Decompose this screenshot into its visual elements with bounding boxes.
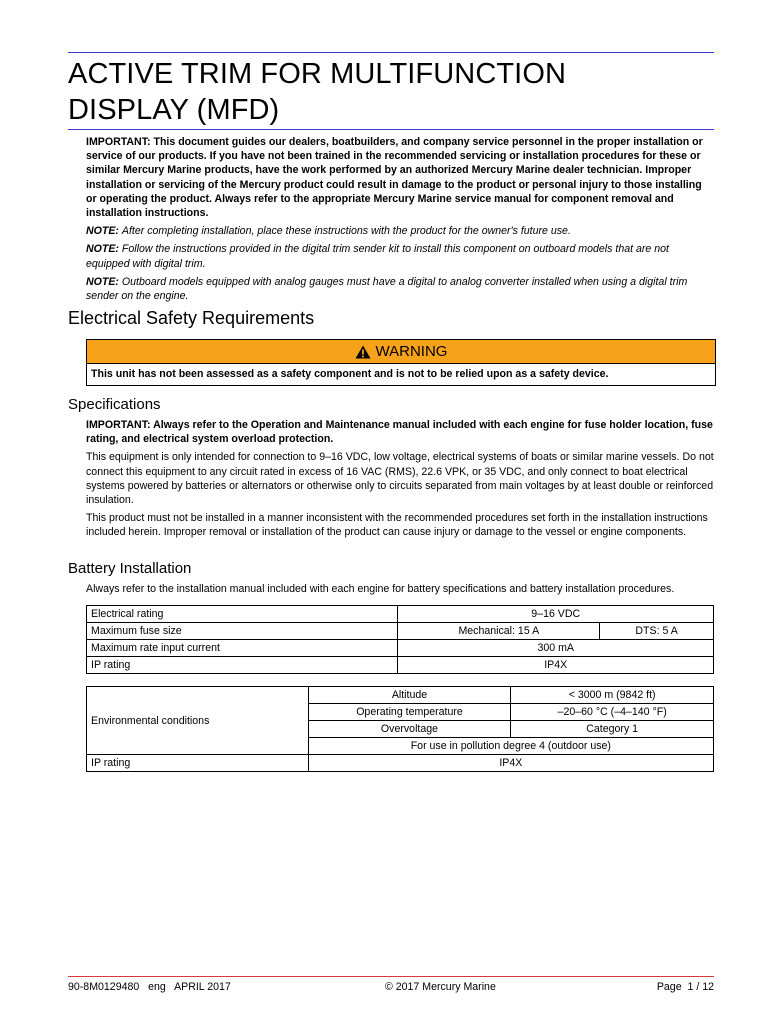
- table-cell-label: IP rating: [87, 657, 398, 674]
- title-line-1: ACTIVE TRIM FOR MULTIFUNCTION: [68, 58, 567, 90]
- table-cell-label: Environmental conditions: [87, 687, 309, 755]
- note-1: [86, 224, 714, 238]
- table-cell-label: Electrical rating: [87, 606, 398, 623]
- title-rule: [68, 129, 714, 130]
- battery-section: [86, 582, 714, 600]
- table-cell-value: DTS: 5 A: [600, 623, 714, 640]
- footer-page: [657, 981, 714, 993]
- note-3: [86, 275, 714, 303]
- table-cell-value: Mechanical: 15 A: [398, 623, 600, 640]
- table-cell-label: Maximum rate input current: [87, 640, 398, 657]
- note-2: [86, 242, 714, 270]
- table-cell-value: For use in pollution degree 4 (outdoor use): [308, 738, 713, 755]
- note-1-text: After completing installation, place these instructions with the product for the owner's future use.: [121, 225, 571, 238]
- important-paragraph: IMPORTANT: This document guides our dealers, boatbuilders, and company service personnel in the proper installation or service of our products. If you have not been trained in the recommended servicing or installation procedures for these or similar Mercury Marine products, have the work performed by an authorized Mercury Marine dealer technician. Improper installation or servicing of the Mercury product could result in damage to the product or personal injury to those installing or operating the product. Always refer to the appropriate Mercury Marine service manual for component removal and installation instructions.: [86, 136, 703, 220]
- table-cell-value: IP4X: [308, 755, 713, 772]
- table-row: [87, 755, 714, 772]
- warning-label: WARNING: [375, 343, 448, 360]
- specifications-para-2: This product must not be installed in a manner inconsistent with the recommended procedures set forth in the installation instructions included herein. Improper removal or installation of the product can cause injury or damage to the vessel or engine components.: [86, 512, 708, 539]
- footer-page-label: Page: [656, 981, 682, 993]
- footer-copyright: © 2017 Mercury Marine: [385, 981, 496, 993]
- note-3-text: Outboard models equipped with analog gauges must have a digital to analog converter installed when using a digital trim sender on the engine.: [86, 275, 688, 303]
- warning-header: [87, 340, 715, 364]
- warning-triangle-icon: [355, 345, 371, 359]
- warning-text: This unit has not been assessed as a safety component and is not to be relied upon as a safety device.: [91, 368, 609, 380]
- table-cell-param: Operating temperature: [308, 704, 511, 721]
- footer-page-number: 1 / 12: [687, 981, 714, 993]
- top-rule: [68, 52, 714, 53]
- table-row: [87, 687, 714, 704]
- environment-table: [86, 686, 714, 772]
- table-row: [87, 640, 714, 657]
- note-label: NOTE:: [86, 225, 119, 238]
- warning-box: [86, 339, 716, 386]
- title-line-2: DISPLAY (MFD): [68, 94, 280, 126]
- battery-heading: Battery Installation: [68, 560, 192, 577]
- table-cell-value: –20–60 °C (–4–140 °F): [511, 704, 714, 721]
- specifications-para-1: This equipment is only intended for connection to 9–16 VDC, low voltage, electrical systems of boats or similar marine vessels. Do not connect this equipment to any circuit rated in excess of 16 VAC (RMS), 22.6 VPK, or 35 VDC, and only connect to boat electrical systems powered by batteries or alternators or otherwise only to circuits separated from main voltages by at least double or reinforced insulation.: [86, 451, 714, 507]
- table-cell-value: Category 1: [511, 721, 714, 738]
- battery-spec-table: [86, 605, 714, 674]
- intro-section: [86, 135, 714, 307]
- footer-doc-number: 90-8M0129480: [68, 981, 140, 993]
- table-cell-value: IP4X: [398, 657, 714, 674]
- footer-lang: eng: [148, 981, 166, 993]
- table-row: [87, 657, 714, 674]
- specifications-important: IMPORTANT: Always refer to the Operation and Maintenance manual included with each engine for fuse holder location, fuse rating, and electrical system overload protection.: [86, 419, 713, 446]
- note-label: NOTE:: [86, 243, 119, 256]
- table-cell-param: Altitude: [308, 687, 511, 704]
- table-cell-value: < 3000 m (9842 ft): [511, 687, 714, 704]
- table-cell-param: Overvoltage: [308, 721, 511, 738]
- table-row: [87, 623, 714, 640]
- battery-text: Always refer to the installation manual included with each engine for battery specifications and battery installation procedures.: [86, 583, 675, 595]
- footer-rule: [68, 976, 714, 977]
- note-2-text: Follow the instructions provided in the digital trim sender kit to install this component on outboard models that are not equipped with digital trim.: [86, 243, 669, 270]
- table-cell-value: 9–16 VDC: [398, 606, 714, 623]
- table-cell-label: Maximum fuse size: [87, 623, 398, 640]
- table-row: [87, 606, 714, 623]
- note-label: NOTE:: [86, 275, 119, 288]
- table-cell-label: IP rating: [87, 755, 309, 772]
- footer-doc-info: [68, 981, 231, 993]
- specifications-heading: Specifications: [68, 396, 161, 413]
- electrical-safety-heading: Electrical Safety Requirements: [68, 308, 315, 328]
- footer-date: APRIL 2017: [174, 981, 231, 993]
- table-cell-value: 300 mA: [398, 640, 714, 657]
- specifications-section: [86, 418, 714, 544]
- page-title: [68, 56, 714, 128]
